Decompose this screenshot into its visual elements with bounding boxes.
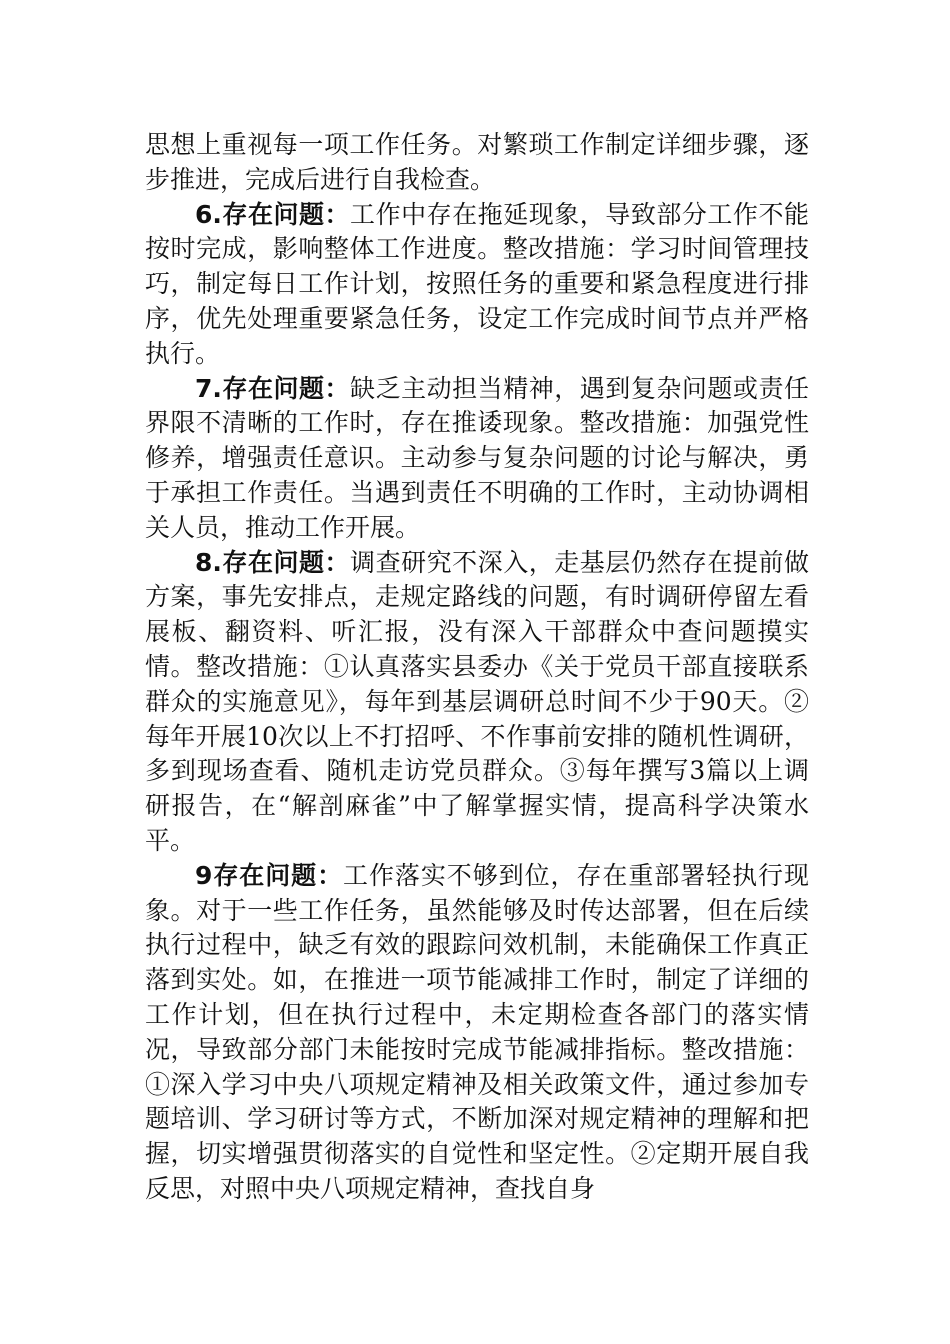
- paragraph-continuation: [145, 128, 809, 198]
- paragraph-text: 工作中存在拖延现象，导致部分工作不能按时完成，影响整体工作进度。整改措施：学习时间管理技巧，制定每日工作计划，按照任务的重要和紧急程度进行排序，优先处理重要紧急任务，设定工作完成时间节点并严格执行。: [145, 199, 809, 368]
- paragraph-text: 调查研究不深入，走基层仍然存在提前做方案，事先安排点，走规定路线的问题，有时调研停留左看展板、翻资料、听汇报，没有深入干部群众中查问题摸实情。整改措施：①认真落实县委办《关于党员干部直接联系群众的实施意见》，每年到基层调研总时间不少于90天。②每年开展10次以上不打招呼、不作事前安排的随机性调研，多到现场查看、随机走访党员群众。③每年撰写3篇以上调研报告，在“解剖麻雀”中了解掌握实情，提高科学决策水平。: [145, 547, 809, 855]
- document-body: [145, 128, 809, 1207]
- problem-heading: 7.存在问题：: [195, 373, 351, 403]
- paragraph-text: 工作落实不够到位，存在重部署轻执行现象。对于一些工作任务，虽然能够及时传达部署，但在后续执行过程中，缺乏有效的跟踪问效机制，未能确保工作真正落到实处。如，在推进一项节能减排工作时，制定了详细的工作计划，但在执行过程中，未定期检查各部门的落实情况，导致部分部门未能按时完成节能减排指标。整改措施：①深入学习中央八项规定精神及相关政策文件，通过参加专题培训、学习研讨等方式，不断加深对规定精神的理解和把握，切实增强贯彻落实的自觉性和坚定性。②定期开展自我反思，对照中央八项规定精神，查找自身: [145, 860, 809, 1203]
- problem-heading: 9存在问题：: [195, 860, 344, 890]
- problem-heading: 8.存在问题：: [195, 547, 351, 577]
- paragraph-item-9: [145, 859, 809, 1207]
- paragraph-item-6: [145, 198, 809, 372]
- paragraph-item-8: [145, 546, 809, 859]
- paragraph-text: 思想上重视每一项工作任务。对繁琐工作制定详细步骤，逐步推进，完成后进行自我检查。: [145, 130, 809, 194]
- paragraph-item-7: [145, 372, 809, 546]
- paragraph-text: 缺乏主动担当精神，遇到复杂问题或责任界限不清晰的工作时，存在推诿现象。整改措施：加强党性修养，增强责任意识。主动参与复杂问题的讨论与解决，勇于承担工作责任。当遇到责任不明确的工作时，主动协调相关人员，推动工作开展。: [145, 373, 809, 542]
- problem-heading: 6.存在问题：: [195, 199, 351, 229]
